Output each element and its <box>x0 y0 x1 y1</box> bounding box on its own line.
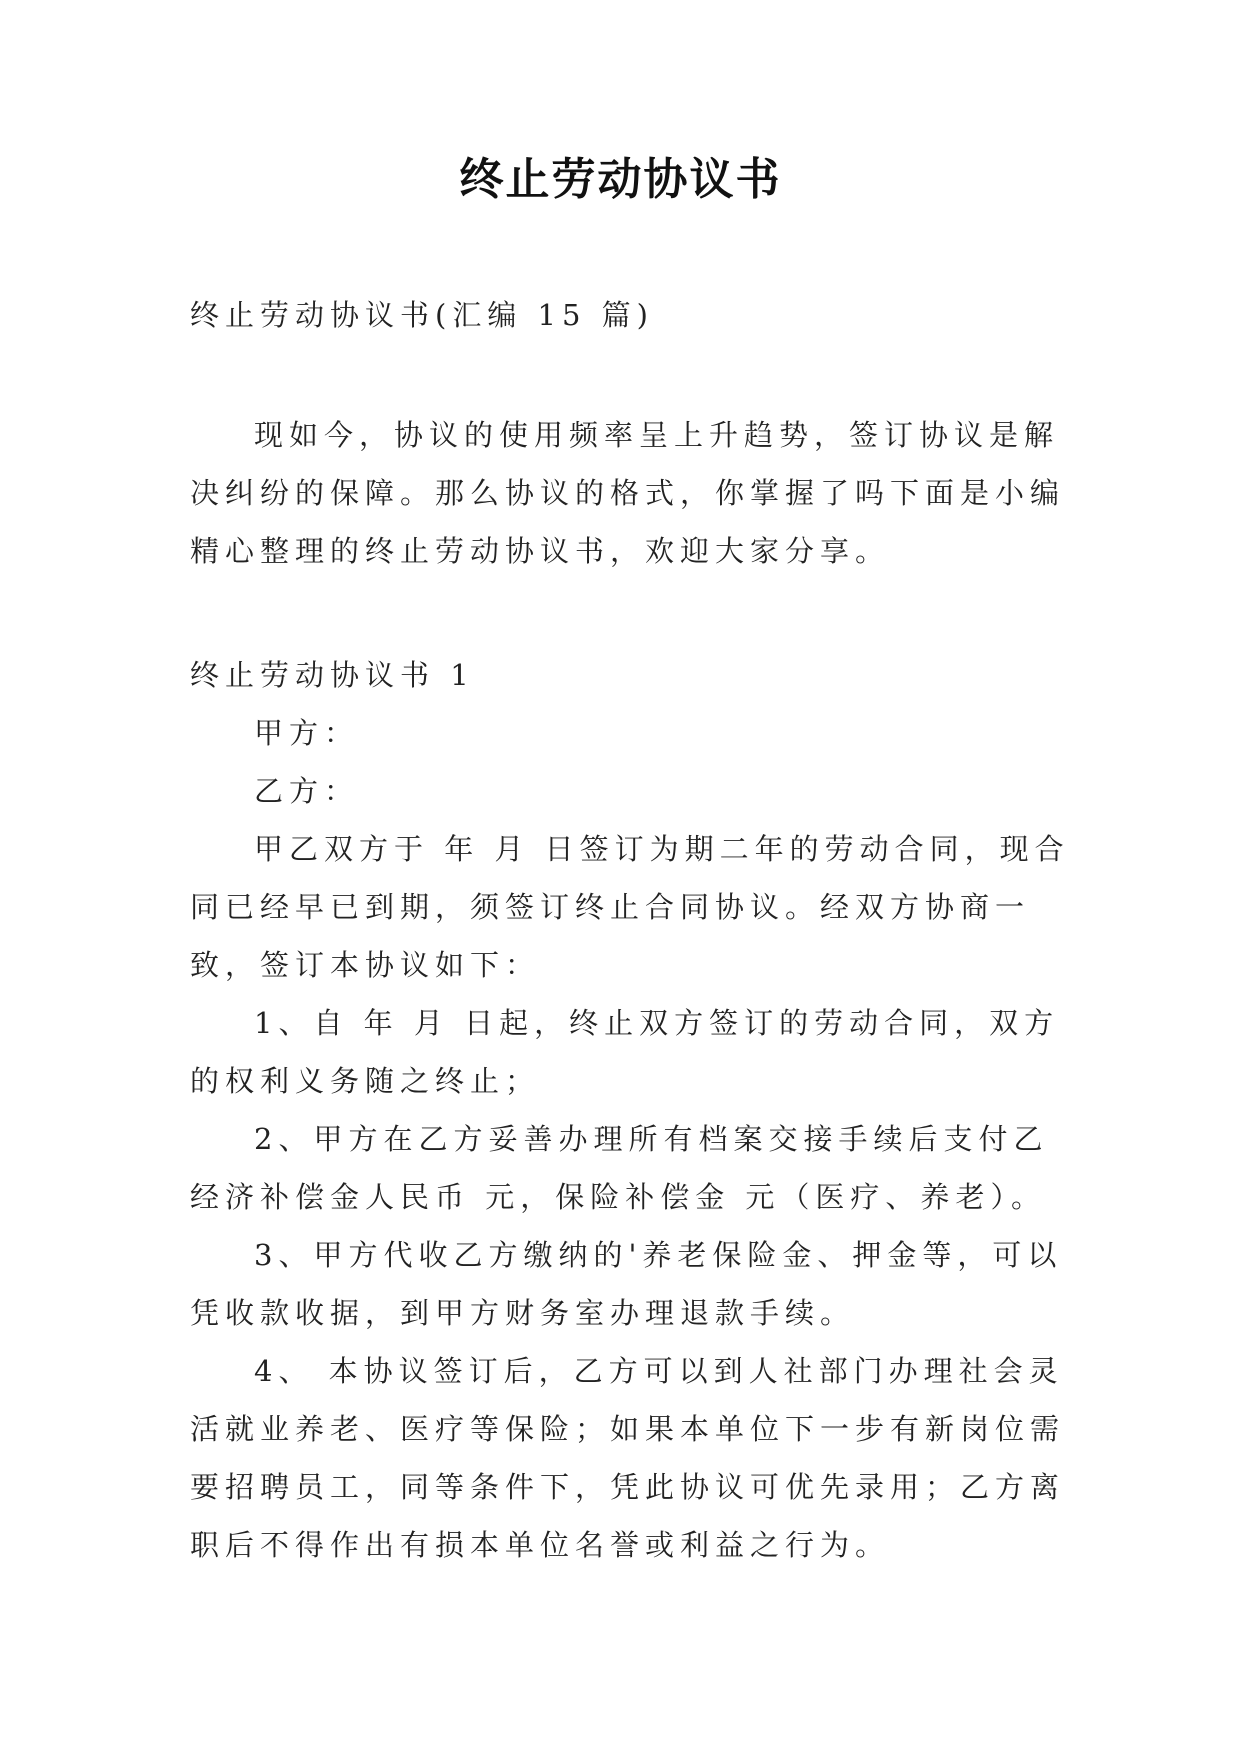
clause-3: 3、甲方代收乙方缴纳的'养老保险金、押金等，可以凭收款收据，到甲方财务室办理退款手续。 <box>190 1238 1063 1330</box>
party-b-line: 乙方： <box>254 774 360 808</box>
clause-2: 2、甲方在乙方妥善办理所有档案交接手续后支付乙经济补偿金人民币 元，保险补偿金 元（医疗、养老）。 <box>190 1122 1049 1214</box>
party-a-line: 甲方： <box>254 716 360 750</box>
document-title: 终止劳动协议书 <box>459 154 782 205</box>
clause-1: 1、自 年 月 日起，终止双方签订的劳动合同，双方的权利义务随之终止； <box>190 1006 1060 1098</box>
preamble-paragraph: 甲乙双方于 年 月 日签订为期二年的劳动合同，现合同已经早已到期，须签订终止合同协议。经双方协商一致，签订本协议如下： <box>190 832 1070 982</box>
document-body <box>190 286 1070 1574</box>
clause-4: 4、 本协议签订后，乙方可以到人社部门办理社会灵活就业养老、医疗等保险；如果本单位下一步有新岗位需要招聘员工，同等条件下，凭此协议可优先录用；乙方离职后不得作出有损本单位名誉或利益之行为。 <box>190 1354 1066 1562</box>
document-subtitle: 终止劳动协议书(汇编 15 篇) <box>190 298 654 332</box>
intro-paragraph: 现如今，协议的使用频率呈上升趋势，签订协议是解决纠纷的保障。那么协议的格式，你掌握了吗下面是小编精心整理的终止劳动协议书，欢迎大家分享。 <box>190 418 1066 568</box>
section-heading: 终止劳动协议书 1 <box>190 658 475 692</box>
